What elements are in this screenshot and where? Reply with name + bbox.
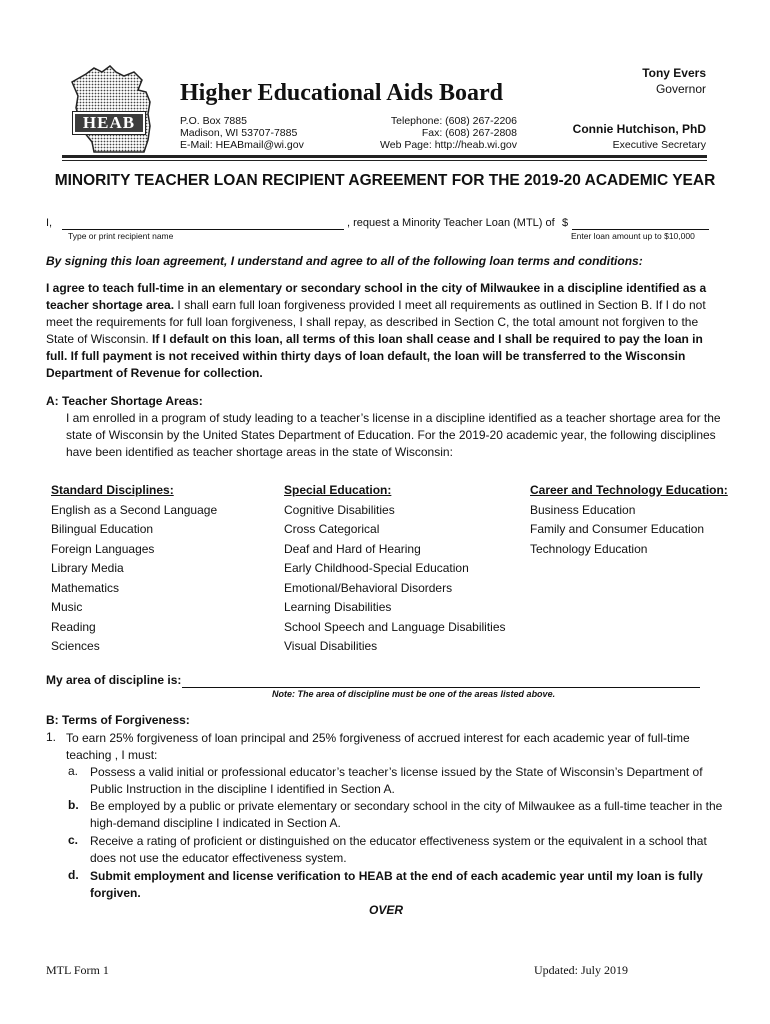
discipline-item: Cross Categorical — [284, 522, 380, 536]
telephone-line: Telephone: (608) 267-2206 — [390, 115, 517, 127]
header-divider — [62, 155, 707, 158]
special-education-column — [284, 481, 506, 657]
web-page-line: Web Page: http://heab.wi.gov — [380, 139, 517, 151]
subitem-text-a: Possess a valid initial or professional educator’s teacher’s license issued by the State of Wisconsin’s Department of Public Instruction in the discipline I identified in Section A. — [90, 765, 703, 796]
subitem-text-d: Submit employment and license verification to HEAB at the end of each academic year until my loan is fully forgiven. — [90, 869, 703, 900]
subitem-text-b: Be employed by a public or private elementary or secondary school in the city of Milwaukee as a full-time teacher in the high-demand discipline I indicated in Section A. — [90, 799, 723, 830]
discipline-input-line[interactable] — [182, 687, 700, 688]
discipline-item: Music — [51, 600, 83, 614]
subitem-marker-c: c. — [68, 833, 79, 847]
agreement-commitment: I agree to teach full-time in an elementary or secondary school in the city of Milwaukee in a discipline identified as a teacher shortage area. — [46, 281, 707, 312]
secretary-name: Connie Hutchison, PhD — [572, 122, 706, 136]
section-a-text: I am enrolled in a program of study leading to a teacher’s license in a discipline identified as a teacher shortage area for the state of Wisconsin by the United States Department of Education. For the 2019-20 academic year, the following disciplines have been identified as teacher shortage areas in the state of Wisconsin: — [66, 411, 721, 459]
board-name: Higher Educational Aids Board — [180, 80, 503, 106]
discipline-item: Deaf and Hard of Hearing — [284, 541, 421, 556]
form-number: MTL Form 1 — [46, 963, 109, 977]
governor-title: Governor — [655, 82, 706, 96]
discipline-item: Emotional/Behavioral Disorders — [284, 580, 453, 595]
discipline-item: Early Childhood-Special Education — [284, 561, 469, 575]
header-divider-thin — [62, 160, 707, 161]
special-education-heading: Special Education: — [284, 483, 392, 497]
standard-disciplines-column — [51, 481, 217, 657]
updated-date: Updated: July 2019 — [534, 963, 628, 977]
discipline-item: Learning Disabilities — [284, 600, 392, 614]
item-text: To earn 25% forgiveness of loan principal and 25% forgiveness of accrued interest for each academic year of full-time teaching , I must: — [66, 731, 690, 762]
currency-symbol: $ — [562, 217, 569, 229]
discipline-item: Foreign Languages — [51, 541, 155, 556]
address-line-2: Madison, WI 53707-7885 — [180, 127, 298, 139]
agreement-intro: By signing this loan agreement, I understand and agree to all of the following loan terms and conditions: — [46, 254, 643, 268]
discipline-item: Bilingual Education — [51, 522, 154, 536]
agreement-default: If I default on this loan, all terms of this loan shall cease and I shall be required to pay the loan in full. If full payment is not received within thirty days of loan default, the loan will be transferred to the Wisconsin Department of Revenue for collection. — [46, 332, 703, 380]
recipient-name-hint: Type or print recipient name — [68, 231, 174, 241]
discipline-item: Visual Disabilities — [284, 639, 378, 653]
governor-name: Tony Evers — [642, 66, 706, 80]
over-label: OVER — [369, 903, 404, 917]
discipline-item: Library Media — [51, 561, 124, 575]
email-line: E-Mail: HEABmail@wi.gov — [180, 139, 304, 151]
fax-line: Fax: (608) 267-2808 — [421, 127, 517, 139]
section-a-heading: A: Teacher Shortage Areas: — [46, 394, 203, 408]
discipline-note: Note: The area of discipline must be one of the areas listed above. — [272, 689, 556, 699]
heab-badge: HEAB — [73, 112, 145, 134]
loan-amount-field[interactable] — [572, 229, 709, 230]
discipline-item: Business Education — [530, 502, 636, 517]
discipline-item: Mathematics — [51, 580, 120, 595]
address-line-1: P.O. Box 7885 — [180, 115, 247, 127]
discipline-item: Cognitive Disabilities — [284, 502, 395, 517]
agreement-paragraph — [46, 280, 726, 382]
discipline-item: Reading — [51, 619, 96, 634]
request-text: , request a Minority Teacher Loan (MTL) of — [347, 217, 555, 229]
discipline-label: My area of discipline is: — [46, 673, 182, 687]
career-technology-column — [530, 481, 728, 559]
subitem-marker-a: a. — [68, 764, 79, 778]
discipline-item: School Speech and Language Disabilities — [284, 619, 506, 634]
section-b-heading: B: Terms of Forgiveness: — [46, 713, 190, 727]
subitem-marker-d: d. — [68, 868, 79, 882]
form-title: MINORITY TEACHER LOAN RECIPIENT AGREEMENT FOR THE 2019-20 ACADEMIC YEAR — [54, 172, 716, 189]
discipline-item: Sciences — [51, 639, 100, 653]
subitem-marker-b: b. — [68, 798, 79, 812]
discipline-item: Technology Education — [530, 541, 648, 556]
discipline-item: Family and Consumer Education — [530, 522, 705, 536]
wisconsin-map-logo — [64, 62, 164, 154]
standard-disciplines-heading: Standard Disciplines: — [51, 483, 174, 497]
subitem-text-c: Receive a rating of proficient or distinguished on the educator effectiveness system or the equivalent in a school that does not use the educator effectiveness system. — [90, 834, 707, 865]
recipient-prefix: I, — [46, 217, 53, 229]
secretary-title: Executive Secretary — [612, 139, 706, 151]
item-number: 1. — [46, 730, 57, 744]
recipient-name-field[interactable] — [62, 229, 344, 230]
career-technology-heading: Career and Technology Education: — [530, 483, 728, 497]
discipline-item: English as a Second Language — [51, 502, 218, 517]
loan-amount-hint: Enter loan amount up to $10,000 — [571, 231, 695, 241]
agreement-forgiveness: I shall earn full loan forgiveness provided I meet all requirements as outlined in Section B. If I do not meet the requirements for full loan forgiveness, I shall repay, as described in Section C, the total amount not forgiven to the State of Wisconsin. — [46, 298, 706, 346]
